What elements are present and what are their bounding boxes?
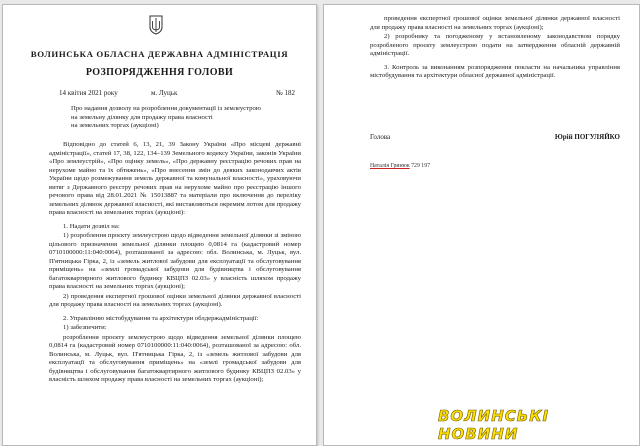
order-city: м. Луцьк (151, 89, 178, 97)
item-1-1-paragraph: 1) розроблення проєкту землеустрою щодо відведення земельної ділянки зі зміною цільового призначення земельної ділянки площею 0,0814 га (кадастровий номер 0710100000:11:040:0064), розташованої за адресою: обл. Волинська, м. Луцьк, вул. П'ятницька Гірка, 2, із «земель житлової забудови для експлуатації та обслуговування приміщень» на «землі громадської забудови для будівництва і обслуговування багатоквартирного житлового будинку КВЦПЗ 02.03» у власність шляхом продажу права власності на земельних торгах (аукціоні); (49, 232, 301, 290)
order-number: № 182 (276, 89, 295, 97)
signatory-name: Юрій ПОГУЛЯЙКО (554, 133, 620, 141)
executor-line (370, 163, 430, 169)
coat-of-arms-icon (149, 15, 163, 35)
order-subject (71, 105, 281, 131)
executor-phone: 729 197 (411, 163, 430, 169)
document-page-1 (2, 4, 317, 446)
item-1-2-paragraph: 2) проведення експертної грошової оцінки земельної ділянки державної власності для продажу права власності на земельних торгах (аукціоні). (49, 292, 301, 308)
item-3-paragraph: 3. Контроль за виконанням розпорядження покласти на начальника управління містобудування та архітектури обласної державної адміністрації. (370, 63, 620, 79)
subject-line: Про надання дозволу на розроблення документації із землеустрою (71, 105, 261, 112)
news-watermark-logo: ВОЛИНСЬКІ НОВИНИ (438, 412, 634, 438)
continued-paragraph: проведення експертної грошової оцінки земельної ділянки державної власності для продажу права власності на земельних торгах (аукціоні); (370, 15, 620, 31)
item-2-1-heading: 1) забезпечити: (63, 324, 107, 331)
subject-line: на земельних торгах (аукціоні) (71, 122, 159, 129)
item-2-2-paragraph: 2) розробнику та погодженому у встановленому законодавством порядку розробленого проєкту землеустрою подати на затвердження обласній державній адміністрації. (370, 33, 620, 57)
document-page-2 (323, 4, 640, 446)
item-2-1-paragraph: розроблення проєкту землеустрою щодо відведення земельної ділянки площею 0,0814 га (кадастровий номер 0710100000:11:040:0064), розташованої за адресою: обл. Волинська, м. Луцьк, вул. П'ятницька Гірка, 2, із «земель житлової забудови для експлуатації та обслуговування приміщень» на «землі громадської забудови для будівництва і обслуговування багатоквартирного житлового будинку КВЦПЗ 02.03» у власність шляхом продажу права власності на земельних торгах (аукціоні); (49, 333, 301, 383)
subject-line: на земельну ділянку для продажу права власності (71, 113, 213, 121)
item-2-heading: 2. Управлінню містобудування та архітектури облдержадміністрації: (63, 314, 259, 322)
order-title: РОЗПОРЯДЖЕННЯ ГОЛОВИ (85, 67, 234, 78)
administration-title: ВОЛИНСЬКА ОБЛАСНА ДЕРЖАВНА АДМІНІСТРАЦІЯ (30, 49, 289, 59)
order-body (49, 141, 301, 386)
order-date: 14 квітня 2021 року (59, 89, 118, 97)
order-body-continued (370, 15, 620, 82)
signatory-role: Голова (370, 133, 391, 141)
executor-name: Наталія Гринюк (370, 163, 410, 169)
item-1-heading: 1. Надати дозвіл на: (63, 222, 120, 230)
preamble-paragraph: Відповідно до статей 6, 13, 21, 39 Закону України «Про місцеві державні адміністрації», статей 17, 38, 122, 134–139 Земельного кодексу України, законів України «Про землеустрій», «Про оцінку земель», «Про державну реєстрацію речових прав на нерухоме майно та їх обтяжень», «Про внесення змін до деяких законодавчих актів України щодо розмежування земель державної та комунальної власності», ураховуючи витяг з Державного реєстру речових прав на нерухоме майно про реєстрацію іншого речового права від 28.01.2021 № 15013887 та матеріали про включення до переліку земельних ділянок державної власності, які виставляються окремим лотом для продажу права власності на земельних торгах (аукціоні): (49, 141, 301, 216)
